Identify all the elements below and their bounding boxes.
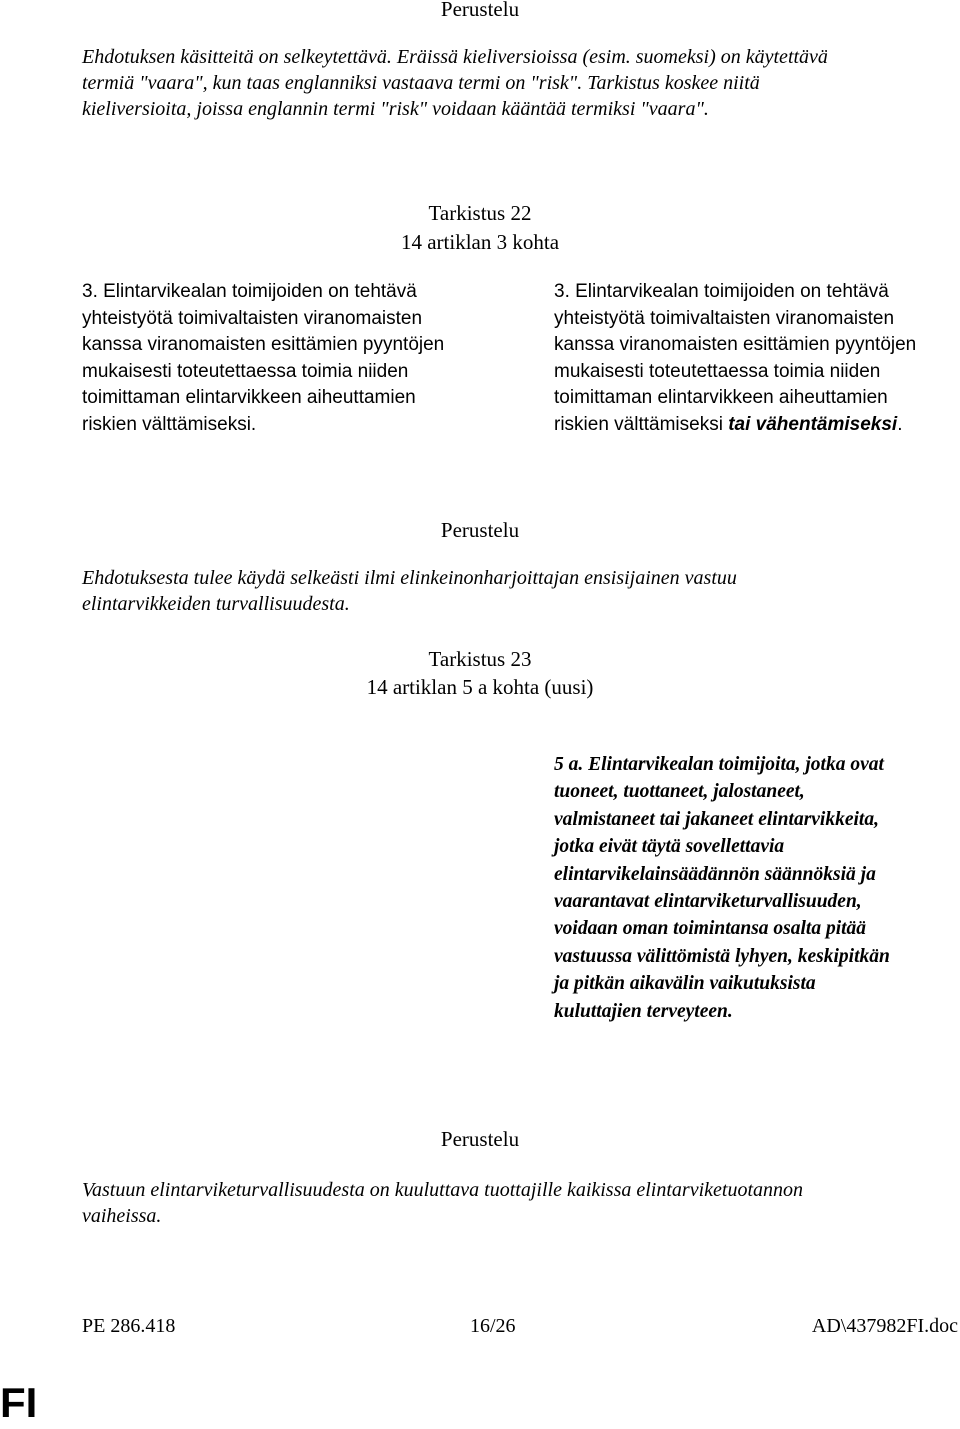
justification-text-1: Ehdotuksen käsitteitä on selkeytettävä. Eräissä kieliversioissa (esim. suomeksi) on käytettävä termiä "vaara", kun taas englanniksi vastaava termi on "risk". Tarkistus koskee niitä kieliversioita, joissa englannin termi "risk" voidaan kääntää termiksi "vaara".: [82, 46, 828, 120]
justification-heading-2: Perustelu: [440, 518, 520, 542]
footer-page-number: 16/26: [470, 1315, 516, 1337]
amendment-22-reference: 14 artiklan 3 kohta: [400, 230, 560, 254]
amendment-22-parliament-text: 3. Elintarvikealan toimijoiden on tehtävä yhteistyötä toimivaltaisten viranomaisten kanssa viranomaisten esittämien pyyntöjen mukaisesti toteutettaessa toimia niiden toimittaman elintarvikkeen aiheuttamien riskien välttämiseksi tai vähentämiseksi.: [554, 281, 917, 435]
footer-file-name: AD\437982FI.doc: [811, 1315, 958, 1337]
justification-text-2: Ehdotuksesta tulee käydä selkeästi ilmi elinkeinonharjoittajan ensisijainen vastuu elintarvikkeiden turvallisuudesta.: [82, 567, 737, 615]
language-code: FI: [0, 1379, 38, 1426]
amendment-23-reference: 14 artiklan 5 a kohta (uusi): [366, 675, 594, 699]
amendment-22-added-text: tai vähentämiseksi: [728, 413, 898, 435]
amendment-22-title: Tarkistus 22: [428, 201, 532, 225]
justification-heading-1: Perustelu: [440, 0, 520, 21]
amendment-23-parliament-text: 5 a. Elintarvikealan toimijoita, jotka ovat tuoneet, tuottaneet, jalostaneet, valmistaneet tai jakaneet elintarvikkeita, jotka eivät täytä sovellettavia elintarvikelainsäädännön säännöksiä ja vaarantavat elintarviketurvallisuuden, voidaan oman toimintansa osalta pitää vastuussa välittömistä lyhyen, keskipitkän ja pitkän aikavälin vaikutuksista kuluttajien terveyteen.: [554, 754, 890, 1022]
amendment-23-title: Tarkistus 23: [428, 647, 532, 671]
amendment-22-commission-text: 3. Elintarvikealan toimijoiden on tehtävä yhteistyötä toimivaltaisten viranomaisten kanssa viranomaisten esittämien pyyntöjen mukaisesti toteutettaessa toimia niiden toimittaman elintarvikkeen aiheuttamien riskien välttämiseksi.: [82, 281, 445, 435]
justification-text-3: Vastuun elintarviketurvallisuudesta on kuuluttava tuottajille kaikissa elintarviketuotannon vaiheissa.: [82, 1179, 804, 1227]
justification-heading-3: Perustelu: [440, 1127, 520, 1151]
footer-document-reference: PE 286.418: [82, 1315, 176, 1337]
